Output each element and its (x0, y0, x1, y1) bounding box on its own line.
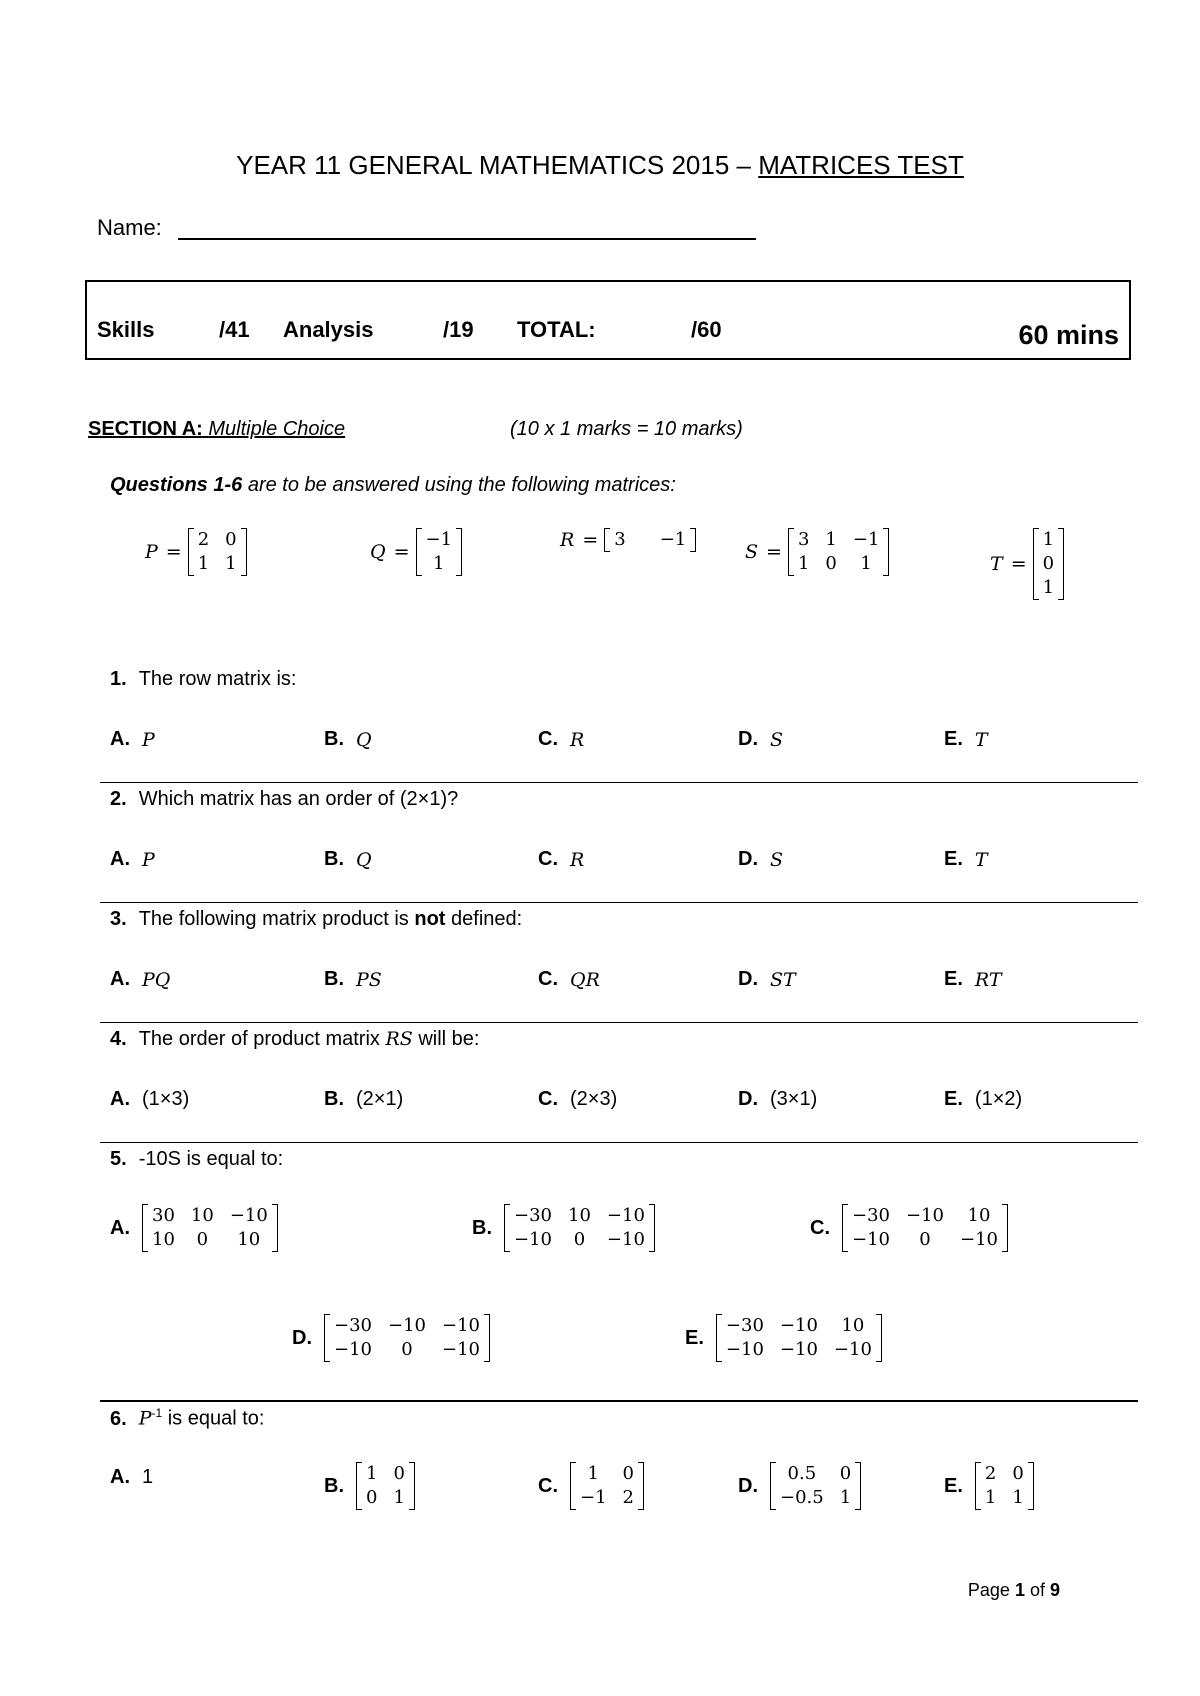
q5-d-matrix: −30 −10 −10 −10 0 −10 (334, 1315, 480, 1360)
question-5: 5. -10S is equal to: (110, 1148, 284, 1170)
q1-option-c[interactable]: C. R (538, 728, 585, 751)
q4-option-a[interactable]: A. (1×3) (110, 1088, 190, 1110)
section-a-label: SECTION A: (88, 418, 203, 440)
q6-e-matrix: 2 0 1 1 (984, 1463, 1024, 1508)
q6-option-d[interactable]: D. 0.5 0 −0.5 1 (738, 1462, 861, 1510)
score-box (85, 280, 1131, 360)
q2-option-a[interactable]: A. P (110, 848, 155, 871)
q4-option-e[interactable]: E. (1×2) (944, 1088, 1023, 1110)
q5-option-d[interactable]: D. −30 −10 −10 −10 0 −10 (292, 1314, 490, 1362)
q4-option-c[interactable]: C. (2×3) (538, 1088, 618, 1110)
q6-option-e[interactable]: E. 2 0 1 1 (944, 1462, 1034, 1510)
q5-e-matrix: −30 −10 10 −10 −10 −10 (725, 1315, 872, 1360)
q5-option-b[interactable]: B. −30 10 −10 −10 0 −10 (472, 1204, 655, 1252)
analysis-total: /19 (443, 317, 474, 342)
matrix-p: 2 0 1 1 (197, 529, 237, 574)
matrix-t-definition: T = 1 0 1 (990, 528, 1064, 600)
question-1: 1. The row matrix is: (110, 668, 297, 690)
matrix-q: −1 1 (425, 529, 453, 574)
questions-intro (110, 474, 676, 497)
divider (100, 902, 1138, 903)
q3-option-b[interactable]: B. PS (324, 968, 382, 991)
skills-label: Skills (97, 317, 155, 342)
matrix-r-definition: R = 3 −1 (560, 528, 696, 552)
q6-d-matrix: 0.5 0 −0.5 1 (780, 1463, 852, 1508)
q5-option-e[interactable]: E. −30 −10 10 −10 −10 −10 (685, 1314, 882, 1362)
divider (100, 782, 1138, 783)
q3-option-e[interactable]: E. RT (944, 968, 1002, 991)
matrix-s: 3 1 −1 1 0 1 (797, 529, 880, 574)
page-title (0, 150, 1200, 181)
q1-option-d[interactable]: D. S (738, 728, 784, 751)
name-label: Name: (97, 215, 162, 240)
page-number: Page 1 of 9 (967, 1580, 1060, 1600)
skills-total: /41 (219, 317, 250, 342)
matrix-t: 1 0 1 (1042, 529, 1055, 598)
q6-option-b[interactable]: B. 1 0 0 1 (324, 1462, 415, 1510)
q1-option-e[interactable]: E. T (944, 728, 988, 751)
q4-option-d[interactable]: D. (3×1) (738, 1088, 818, 1110)
q5-option-c[interactable]: C. −30 −10 10 −10 0 −10 (810, 1204, 1008, 1252)
q5-c-matrix: −30 −10 10 −10 0 −10 (852, 1205, 998, 1250)
total-value: /60 (691, 317, 722, 342)
question-4: 4. The order of product matrix RS will be: (110, 1028, 480, 1050)
section-a-type: Multiple Choice (208, 418, 346, 440)
q6-option-c[interactable]: C. 1 0 −1 2 (538, 1462, 644, 1510)
q5-a-matrix: 30 10 −10 10 0 10 (152, 1205, 268, 1250)
matrix-q-definition: Q = −1 1 (370, 528, 462, 576)
question-3: 3. The following matrix product is not defined: (110, 908, 523, 930)
q2-option-e[interactable]: E. T (944, 848, 988, 871)
divider (100, 1022, 1138, 1023)
q1-option-b[interactable]: B. Q (324, 728, 372, 751)
q6-option-a[interactable]: A. 1 (110, 1466, 154, 1488)
matrix-r: 3 −1 (614, 529, 687, 550)
name-field-line[interactable] (178, 238, 756, 240)
total-label: TOTAL: (517, 317, 596, 342)
intro-rest: are to be answered using the following matrices: (242, 474, 676, 496)
q5-option-a[interactable]: A. 30 10 −10 10 0 10 (110, 1204, 278, 1252)
q3-option-c[interactable]: C. QR (538, 968, 600, 991)
q3-option-a[interactable]: A. PQ (110, 968, 171, 991)
q2-option-d[interactable]: D. S (738, 848, 784, 871)
question-6: 6. $P^{-1}$ is equal to: (110, 1406, 265, 1430)
matrix-p-name: P (145, 541, 158, 563)
time-limit: 60 mins (1018, 320, 1119, 350)
matrix-t-name: T (990, 553, 1003, 575)
question-2: 2. Which matrix has an order of (2×1)? (110, 788, 459, 810)
matrix-q-name: Q (370, 541, 386, 563)
section-a-marks: (10 x 1 marks = 10 marks) (510, 418, 743, 440)
q4-option-b[interactable]: B. (2×1) (324, 1088, 404, 1110)
q6-c-matrix: 1 0 −1 2 (580, 1463, 634, 1508)
divider (100, 1400, 1138, 1402)
q1-option-a[interactable]: A. P (110, 728, 155, 751)
matrix-s-name: S (745, 541, 759, 563)
matrix-s-definition: S = 3 1 −1 1 0 1 (745, 528, 889, 576)
q3-option-d[interactable]: D. ST (738, 968, 796, 991)
matrix-r-name: R (560, 529, 575, 551)
title-main: YEAR 11 GENERAL MATHEMATICS 2015 – (236, 150, 759, 180)
q2-option-c[interactable]: C. R (538, 848, 585, 871)
q5-b-matrix: −30 10 −10 −10 0 −10 (514, 1205, 645, 1250)
q6-b-matrix: 1 0 0 1 (366, 1463, 405, 1508)
section-a-heading (88, 418, 345, 441)
matrix-p-definition: P = 2 0 1 1 (145, 528, 247, 576)
divider (100, 1142, 1138, 1143)
title-underlined: MATRICES TEST (758, 150, 964, 180)
analysis-label: Analysis (283, 317, 374, 342)
intro-bold: Questions 1-6 (110, 474, 243, 496)
q2-option-b[interactable]: B. Q (324, 848, 372, 871)
